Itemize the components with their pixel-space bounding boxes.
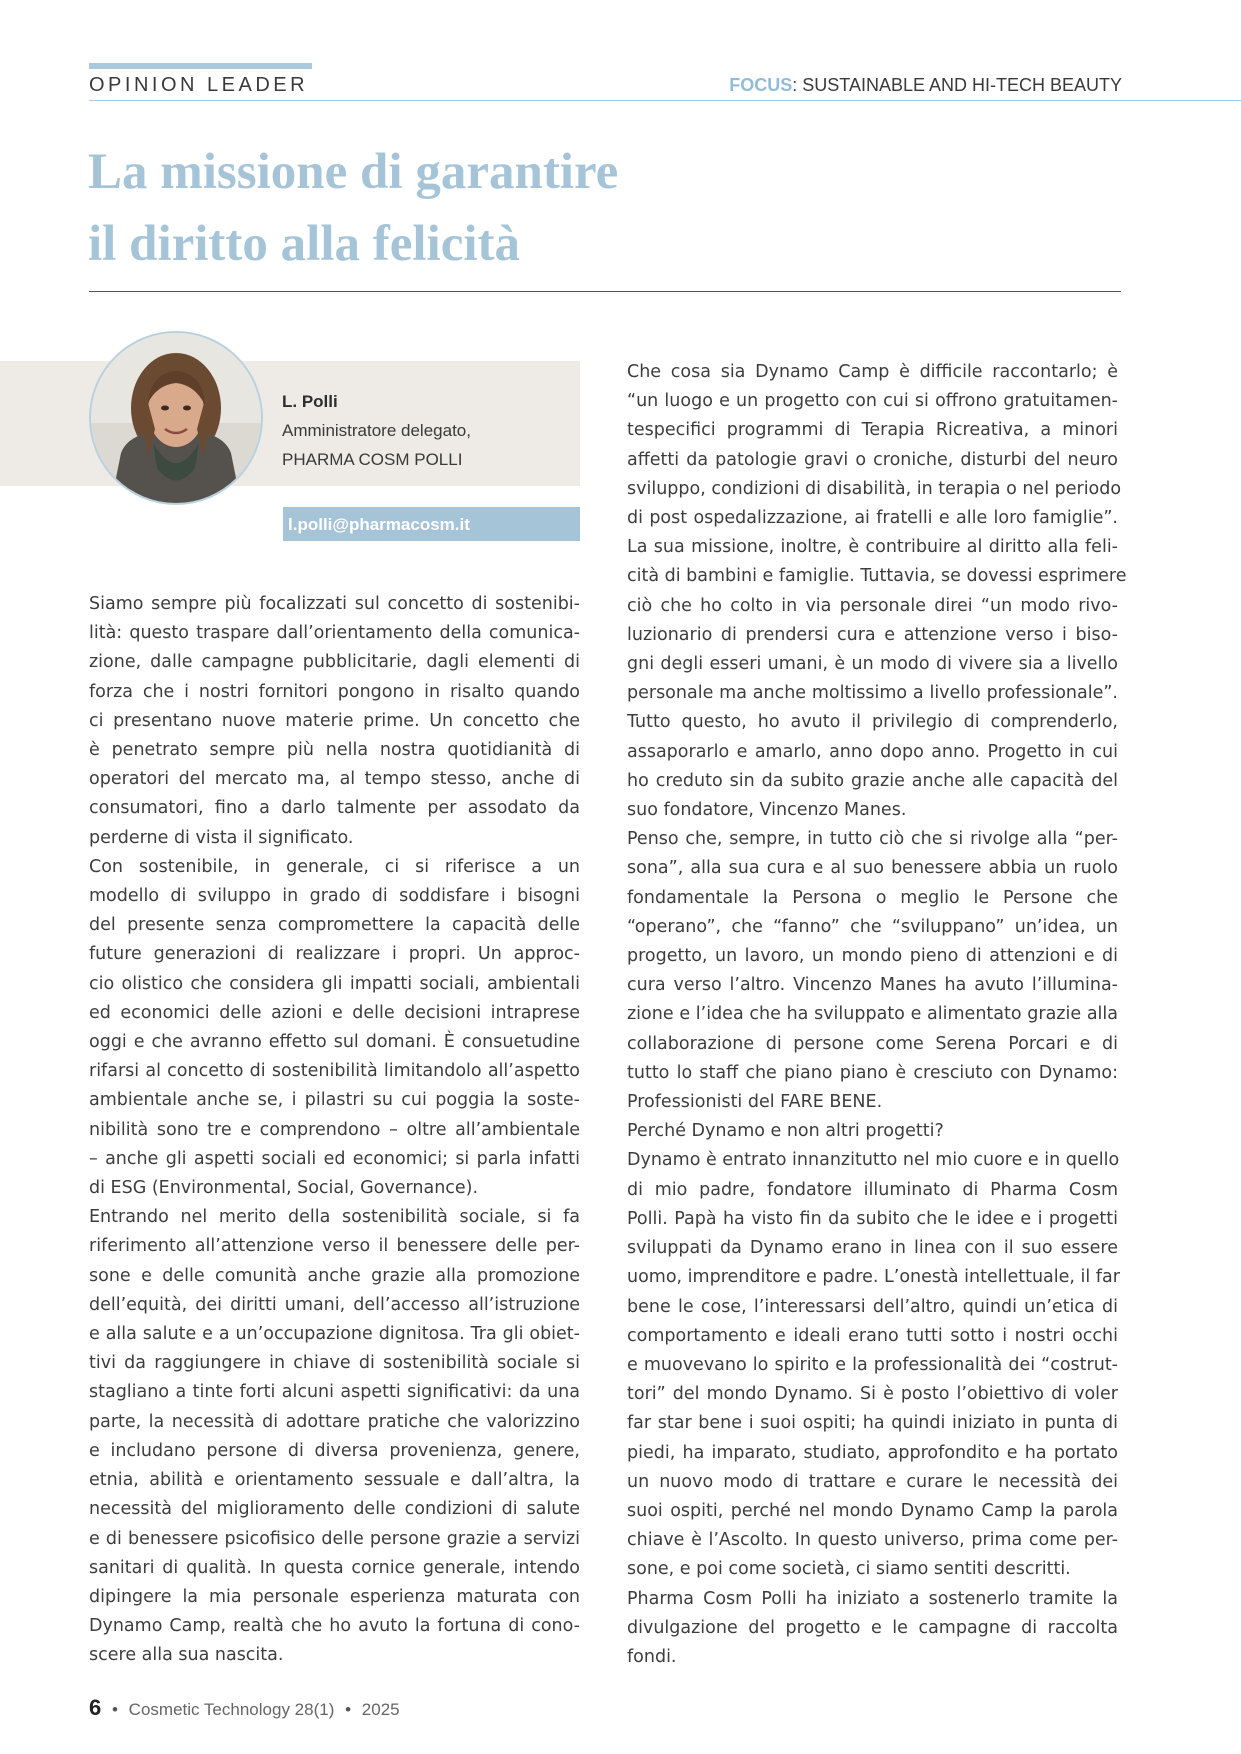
body-text-line: riferimento all’attenzione verso il benessere delle per- xyxy=(89,1236,580,1257)
body-text-line: lità: questo traspare dall’orientamento della comunica- xyxy=(89,623,580,644)
body-text-line: sone, e poi come società, ci siamo sentiti descritti. xyxy=(627,1559,1071,1580)
body-text-line: stagliano a tinte forti alcuni aspetti significativi: da una xyxy=(89,1382,580,1403)
focus-label xyxy=(729,75,1122,96)
body-text-line: consumatori, fino a darlo talmente per assodato da xyxy=(89,798,580,819)
body-text-line: comportamento e ideali erano tutti sotto i nostri occhi xyxy=(627,1325,1118,1346)
body-text-line: cità di bambini e famiglie. Tuttavia, se dovessi esprimere xyxy=(627,566,1127,587)
title-rule xyxy=(89,291,1121,292)
body-text-line: future generazioni di realizzare i propri. Un approc- xyxy=(89,944,580,965)
body-text-line: suoi ospiti, perché nel mondo Dynamo Camp la parola xyxy=(627,1500,1118,1521)
body-text-line: Dynamo Camp, realtà che ho avuto la fortuna di cono- xyxy=(89,1616,580,1637)
body-text-line: nibilità sono tre e comprendono – oltre all’ambientale xyxy=(89,1119,580,1140)
body-text-line: necessità del miglioramento delle condizioni di salute xyxy=(89,1499,580,1520)
article-title xyxy=(88,136,618,280)
avatar xyxy=(89,331,263,505)
body-text-line: oggi e che avranno effetto sul domani. È consuetudine xyxy=(89,1032,580,1053)
body-text-line: di post ospedalizzazione, ai fratelli e alle loro famiglie”. xyxy=(627,508,1118,529)
body-text-line: sona”, alla sua cura e al suo benessere abbia un ruolo xyxy=(627,858,1118,879)
page-footer xyxy=(89,1695,400,1721)
header-rule xyxy=(89,100,1241,101)
body-text-line: rifarsi al concetto di sostenibilità limitandolo all’aspetto xyxy=(89,1061,580,1082)
body-text-line: operatori del mercato ma, al tempo stesso, anche di xyxy=(89,769,580,790)
body-text-line: chiave è l’Ascolto. In questo universo, prima come per- xyxy=(627,1530,1118,1551)
body-text-line: uomo, imprenditore e padre. L’onestà intellettuale, il far xyxy=(627,1267,1120,1288)
body-text-line: suo fondatore, Vincenzo Manes. xyxy=(627,800,907,821)
body-text-line: forza che i nostri fornitori pongono in risalto quando xyxy=(89,681,580,702)
body-text-line: personale ma anche moltissimo a livello professionale”. xyxy=(627,683,1118,704)
author-company: PHARMA COSM POLLI xyxy=(282,450,463,469)
body-text-line: Polli. Papà ha visto fin da subito che le idee e i progetti xyxy=(627,1208,1118,1229)
body-text-line: dell’equità, dei diritti umani, dell’accesso all’istruzione xyxy=(89,1294,580,1315)
body-text-line: piedi, ha imparato, studiato, approfondito e ha portato xyxy=(627,1442,1118,1463)
body-text-line: Perché Dynamo e non altri progetti? xyxy=(627,1121,944,1142)
body-text-line: e muovevano lo spirito e la professionalità dei “costrut- xyxy=(627,1354,1118,1375)
body-text-line: sviluppo, condizioni di disabilità, in terapia o nel periodo xyxy=(627,478,1122,499)
body-text-line: scere alla sua nascita. xyxy=(89,1645,284,1666)
body-text-line: divulgazione del progetto e le campagne di raccolta xyxy=(627,1617,1118,1638)
body-text-line: del presente senza compromettere la capacità delle xyxy=(89,915,580,936)
body-text-line: ed economici delle azioni e delle decisioni intraprese xyxy=(89,1002,580,1023)
body-text-line: di mio padre, fondatore illuminato di Pharma Cosm xyxy=(627,1179,1118,1200)
body-text-line: tivi da raggiungere in chiave di sostenibilità sociale si xyxy=(89,1353,580,1374)
body-text-line: Dynamo è entrato innanzitutto nel mio cuore e in quello xyxy=(627,1150,1120,1171)
section-label: OPINION LEADER xyxy=(89,74,309,96)
header-accent-bar xyxy=(89,63,312,69)
body-text-line: fondamentale la Persona o meglio le Persone che xyxy=(627,887,1118,908)
body-text-line: ciò che ho colto in via personale direi “un modo rivo- xyxy=(627,595,1118,616)
body-text-line: Con sostenibile, in generale, ci si riferisce a un xyxy=(89,856,580,877)
focus-word: FOCUS xyxy=(729,75,793,95)
body-text-line: tori” del mondo Dynamo. Si è posto l’obiettivo di voler xyxy=(627,1384,1118,1405)
body-text-line: dipingere la mia personale esperienza maturata con xyxy=(89,1586,580,1607)
body-text-line: Professionisti del FARE BENE. xyxy=(627,1092,883,1113)
body-text-line: zione, dalle campagne pubblicitarie, dagli elementi di xyxy=(89,652,580,673)
body-column-right xyxy=(627,358,1127,1672)
page-number: 6 xyxy=(89,1695,102,1720)
author-portrait-icon xyxy=(91,333,261,503)
body-text-line: ambientale anche se, i pilastri su cui poggia la soste- xyxy=(89,1090,580,1111)
body-text-line: zione e l’idea che ha sviluppato e alimentato grazie alla xyxy=(627,1004,1118,1025)
body-text-line: è penetrato sempre più nella nostra quotidianità di xyxy=(89,740,580,761)
body-text-line: ci presentano nuove materie prime. Un concetto che xyxy=(89,710,580,731)
body-text-line: sviluppati da Dynamo erano in linea con il suo essere xyxy=(627,1238,1118,1259)
body-column-left xyxy=(89,590,580,1671)
body-text-line: e di benessere psicofisico delle persone grazie a servizi xyxy=(89,1528,580,1549)
body-text-line: Penso che, sempre, in tutto ciò che si rivolge alla “per- xyxy=(627,829,1118,850)
body-text-line: etnia, abilità e orientamento sessuale e dall’altra, la xyxy=(89,1470,580,1491)
publication-year: 2025 xyxy=(361,1700,400,1719)
body-text-line: “operano”, che “fanno” che “sviluppano” un’idea, un xyxy=(627,916,1118,937)
body-text-line: progetto, un lavoro, un mondo pieno di attenzioni e di xyxy=(627,946,1118,967)
body-text-line: tutto lo staff che piano piano è cresciuto con Dynamo: xyxy=(627,1062,1118,1083)
body-text-line: di ESG (Environmental, Social, Governance). xyxy=(89,1178,479,1199)
body-text-line: sanitari di qualità. In questa cornice generale, intendo xyxy=(89,1557,580,1578)
body-text-line: assaporarlo e amarlo, anno dopo anno. Progetto in cui xyxy=(627,741,1118,762)
body-text-line: “un luogo e un progetto con cui si offrono gratuitamen- xyxy=(627,391,1118,412)
footer-bullet: • xyxy=(345,1700,352,1719)
journal-name: Cosmetic Technology 28(1) xyxy=(128,1700,335,1719)
body-text-line: tespecifici programmi di Terapia Ricreativa, a minori xyxy=(627,420,1118,441)
body-text-line: fondi. xyxy=(627,1646,677,1667)
body-text-line: un nuovo modo di trattare e curare le necessità dei xyxy=(627,1471,1118,1492)
body-text-line: cura verso l’altro. Vincenzo Manes ha avuto l’illumina- xyxy=(627,975,1118,996)
body-text-line: sone e delle comunità anche grazie alla promozione xyxy=(89,1265,580,1286)
body-text-line: far star bene i suoi ospiti; ha quindi iniziato in punta di xyxy=(627,1413,1118,1434)
body-text-line: luzionario di prendersi cura e attenzione verso i biso- xyxy=(627,624,1118,645)
title-line-2: il diritto alla felicità xyxy=(88,216,520,272)
title-line-1: La missione di garantire xyxy=(88,144,619,200)
author-name: L. Polli xyxy=(282,392,338,411)
body-text-line: parte, la necessità di adottare pratiche che valorizzino xyxy=(89,1411,580,1432)
author-email-link[interactable]: l.polli@pharmacosm.it xyxy=(288,515,470,534)
body-text-line: modello di sviluppo in grado di soddisfare i bisogni xyxy=(89,886,580,907)
body-text-line: gni degli esseri umani, è un modo di vivere sia a livello xyxy=(627,654,1118,675)
body-text-line: Tutto questo, ho avuto il privilegio di comprenderlo, xyxy=(627,712,1118,733)
body-text-line: collaborazione di persone come Serena Porcari e di xyxy=(627,1033,1118,1054)
author-role: Amministratore delegato, xyxy=(282,421,471,440)
body-text-line: Pharma Cosm Polli ha iniziato a sostenerlo tramite la xyxy=(627,1588,1118,1609)
body-text-line: Che cosa sia Dynamo Camp è difficile raccontarlo; è xyxy=(627,362,1118,382)
footer-bullet: • xyxy=(111,1700,118,1719)
body-text-line: – anche gli aspetti sociali ed economici; si parla infatti xyxy=(89,1148,580,1169)
body-text-line: perderne di vista il significato. xyxy=(89,827,354,848)
body-text-line: Entrando nel merito della sostenibilità sociale, si fa xyxy=(89,1207,580,1228)
body-text-line: bene le cose, l’interessarsi dell’altro, quindi un’etica di xyxy=(627,1296,1118,1317)
body-text-line: e includano persone di diversa provenienza, genere, xyxy=(89,1440,580,1461)
focus-topic: : SUSTAINABLE AND HI-TECH BEAUTY xyxy=(792,75,1122,95)
body-text-line: e alla salute e a un’occupazione dignitosa. Tra gli obiet- xyxy=(89,1324,580,1345)
body-text-line: La sua missione, inoltre, è contribuire al diritto alla feli- xyxy=(627,537,1118,558)
body-text-line: ho creduto sin da subito grazie anche alle capacità del xyxy=(627,770,1118,791)
body-text-line: Siamo sempre più focalizzati sul concetto di sostenibi- xyxy=(89,594,580,614)
body-text-line: affetti da patologie gravi o croniche, disturbi del neuro xyxy=(627,449,1118,470)
body-text-line: cio olistico che considera gli impatti sociali, ambientali xyxy=(89,973,580,994)
